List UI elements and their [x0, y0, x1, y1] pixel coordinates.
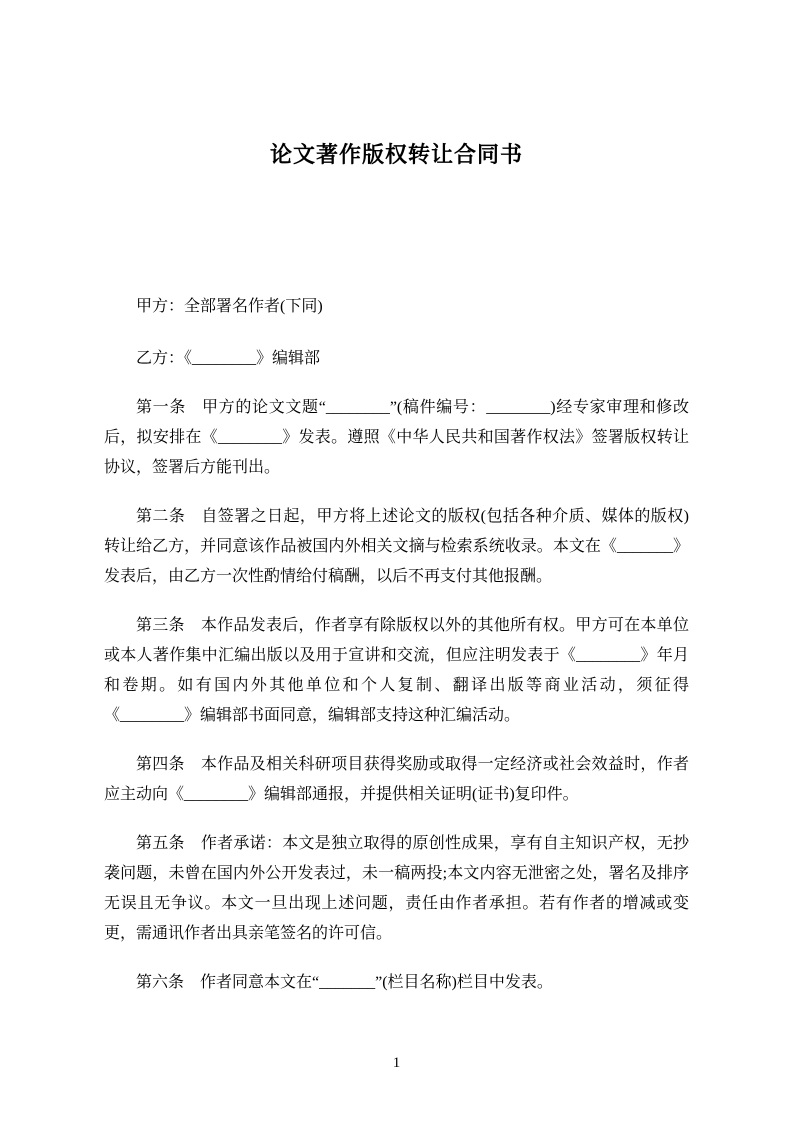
- clause-label-5: 第五条: [136, 835, 185, 852]
- page-number: 1: [392, 1055, 401, 1071]
- clause-text-5: 作者承诺：本文是独立取得的原创性成果，享有自主知识产权，无抄袭问题，未曾在国内外公开发表过，未一稿两投;本文内容无泄密之处，署名及排序无误且无争议。本文一旦出现上述问题，责任由作者承担。若有作者的增减或变更，需通讯作者出具亲笔签名的许可信。: [104, 835, 689, 942]
- clause-paragraph-6: [104, 968, 689, 998]
- clause-text-4: 本作品及相关科研项目获得奖励或取得一定经济或社会效益时，作者应主动向《________》编辑部通报，并提供相关证明(证书)复印件。: [104, 756, 689, 803]
- clause-text-2: 自签署之日起，甲方将上述论文的版权(包括各种介质、媒体的版权)转让给乙方，并同意该作品被国内外相关文摘与检索系统收录。本文在《_______》发表后，由乙方一次性酌情给付稿酬，以后不再支付其他报酬。: [104, 508, 689, 585]
- clause-label-4: 第四条: [136, 756, 185, 773]
- clause-paragraph-2: [104, 502, 689, 592]
- clause-paragraph-3: [104, 611, 689, 731]
- page-title: 论文著作版权转让合同书: [269, 142, 523, 167]
- clause-label-3: 第三条: [136, 617, 185, 634]
- clause-text-3: 本作品发表后，作者享有除版权以外的其他所有权。甲方可在本单位或本人著作集中汇编出版以及用于宣讲和交流，但应注明发表于《________》年月和卷期。如有国内外其他单位和个人复制、翻译出版等商业活动，须征得《________》编辑部书面同意，编辑部支持这种汇编活动。: [104, 617, 689, 724]
- clause-paragraph-4: [104, 750, 689, 810]
- clause-label-2: 第二条: [136, 508, 186, 525]
- party-a-line: 甲方：全部署名作者(下同): [136, 298, 323, 315]
- clause-paragraph-5: [104, 829, 689, 949]
- clause-text-6: 作者同意本文在“_______”(栏目名称)栏目中发表。: [200, 974, 553, 991]
- clause-label-1: 第一条: [136, 399, 187, 416]
- clause-paragraph-1: [104, 393, 689, 483]
- clause-text-1: 甲方的论文文题“________”(稿件编号：________)经专家审理和修改后，拟安排在《________》发表。遵照《中华人民共和国著作权法》签署版权转让协议，签署后方能刊出。: [104, 399, 689, 476]
- party-b-line: 乙方：《________》编辑部: [136, 350, 321, 367]
- clause-label-6: 第六条: [136, 974, 185, 991]
